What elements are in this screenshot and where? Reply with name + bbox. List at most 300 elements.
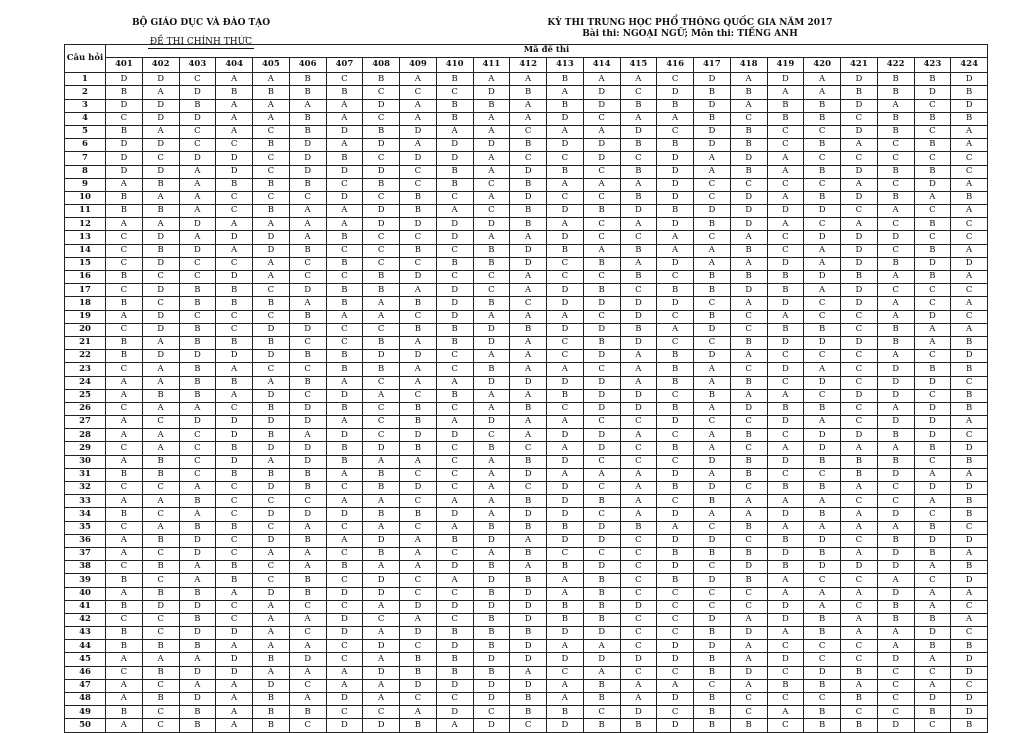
- answer-cell: B: [253, 468, 290, 481]
- answer-cell: D: [326, 627, 363, 640]
- answer-cell: A: [730, 613, 767, 626]
- answer-cell: A: [400, 455, 437, 468]
- answer-cell: D: [583, 442, 620, 455]
- answer-cell: C: [179, 139, 216, 152]
- answer-cell: A: [326, 495, 363, 508]
- answer-cell: B: [289, 482, 326, 495]
- answer-cell: B: [106, 508, 143, 521]
- answer-cell: C: [694, 231, 731, 244]
- answer-cell: C: [583, 455, 620, 468]
- answer-cell: C: [106, 363, 143, 376]
- answer-cell: B: [326, 363, 363, 376]
- answer-cell: B: [473, 613, 510, 626]
- answer-cell: B: [326, 284, 363, 297]
- answer-cell: B: [951, 640, 988, 653]
- question-number: 28: [65, 429, 106, 442]
- answer-cell: D: [106, 165, 143, 178]
- official-exam-label: ĐỀ THI CHÍNH THỨC: [149, 37, 253, 47]
- answer-cell: D: [179, 693, 216, 706]
- answer-cell: C: [620, 640, 657, 653]
- answer-cell: D: [583, 627, 620, 640]
- exam-code-419: 419: [767, 58, 804, 73]
- answer-cell: A: [436, 521, 473, 534]
- answer-cell: B: [657, 574, 694, 587]
- answer-cell: C: [326, 482, 363, 495]
- answer-cell: C: [767, 693, 804, 706]
- answer-cell: A: [877, 574, 914, 587]
- answer-cell: C: [363, 323, 400, 336]
- answer-cell: B: [142, 693, 179, 706]
- answer-cell: B: [583, 587, 620, 600]
- answer-cell: C: [106, 323, 143, 336]
- answer-cell: B: [363, 284, 400, 297]
- table-row: [65, 112, 988, 125]
- question-number: 33: [65, 495, 106, 508]
- answer-cell: D: [730, 666, 767, 679]
- answer-cell: A: [914, 600, 951, 613]
- answer-cell: A: [951, 613, 988, 626]
- answer-cell: B: [400, 416, 437, 429]
- answer-cell: B: [106, 350, 143, 363]
- answer-cell: C: [289, 495, 326, 508]
- answer-cell: A: [473, 73, 510, 86]
- table-row: [65, 534, 988, 547]
- answer-cell: B: [620, 521, 657, 534]
- answer-cell: D: [841, 297, 878, 310]
- answer-cell: B: [657, 205, 694, 218]
- answer-cell: C: [400, 231, 437, 244]
- question-number: 4: [65, 112, 106, 125]
- question-number: 47: [65, 679, 106, 692]
- answer-cell: D: [179, 112, 216, 125]
- answer-cell: D: [253, 534, 290, 547]
- table-row: [65, 416, 988, 429]
- answer-cell: A: [730, 257, 767, 270]
- answer-cell: A: [142, 336, 179, 349]
- answer-cell: B: [473, 244, 510, 257]
- answer-cell: B: [804, 99, 841, 112]
- answer-cell: C: [253, 310, 290, 323]
- answer-cell: C: [877, 482, 914, 495]
- answer-cell: B: [216, 336, 253, 349]
- answer-cell: B: [289, 244, 326, 257]
- answer-cell: C: [142, 547, 179, 560]
- answer-cell: C: [106, 231, 143, 244]
- answer-cell: D: [547, 482, 584, 495]
- answer-cell: C: [804, 640, 841, 653]
- answer-cell: A: [289, 547, 326, 560]
- answer-cell: B: [694, 86, 731, 99]
- answer-cell: D: [657, 86, 694, 99]
- table-row: [65, 561, 988, 574]
- table-row: [65, 363, 988, 376]
- answer-cell: D: [142, 600, 179, 613]
- answer-cell: A: [216, 125, 253, 138]
- answer-cell: C: [547, 257, 584, 270]
- answer-cell: D: [804, 271, 841, 284]
- answer-cell: B: [179, 521, 216, 534]
- answer-cell: B: [289, 73, 326, 86]
- answer-cell: C: [142, 613, 179, 626]
- answer-cell: A: [436, 376, 473, 389]
- answer-cell: D: [694, 455, 731, 468]
- answer-cell: D: [547, 719, 584, 732]
- answer-cell: A: [253, 666, 290, 679]
- answer-cell: C: [400, 640, 437, 653]
- answer-cell: C: [804, 350, 841, 363]
- answer-cell: B: [216, 442, 253, 455]
- answer-cell: C: [289, 257, 326, 270]
- answer-cell: C: [841, 152, 878, 165]
- answer-cell: C: [951, 679, 988, 692]
- answer-cell: C: [804, 574, 841, 587]
- answer-cell: C: [694, 600, 731, 613]
- answer-cell: C: [841, 495, 878, 508]
- table-row: [65, 468, 988, 481]
- answer-cell: A: [694, 508, 731, 521]
- answer-cell: B: [730, 719, 767, 732]
- answer-cell: C: [951, 218, 988, 231]
- answer-cell: D: [841, 244, 878, 257]
- answer-cell: A: [400, 706, 437, 719]
- answer-cell: C: [179, 442, 216, 455]
- answer-cell: A: [620, 482, 657, 495]
- answer-cell: C: [914, 297, 951, 310]
- answer-cell: D: [253, 244, 290, 257]
- answer-cell: C: [289, 719, 326, 732]
- table-row: [65, 218, 988, 231]
- answer-cell: A: [400, 363, 437, 376]
- answer-cell: A: [914, 653, 951, 666]
- table-row: [65, 679, 988, 692]
- answer-cell: A: [730, 297, 767, 310]
- answer-cell: A: [914, 336, 951, 349]
- answer-cell: A: [289, 521, 326, 534]
- answer-cell: D: [914, 627, 951, 640]
- answer-cell: D: [253, 231, 290, 244]
- answer-cell: B: [877, 125, 914, 138]
- answer-cell: C: [106, 244, 143, 257]
- answer-cell: D: [473, 336, 510, 349]
- answer-cell: D: [914, 178, 951, 191]
- answer-cell: B: [694, 666, 731, 679]
- answer-cell: D: [436, 218, 473, 231]
- answer-cell: C: [326, 600, 363, 613]
- answer-cell: D: [620, 336, 657, 349]
- answer-cell: B: [106, 336, 143, 349]
- answer-cell: D: [841, 191, 878, 204]
- answer-cell: A: [106, 429, 143, 442]
- answer-cell: A: [694, 429, 731, 442]
- answer-cell: D: [767, 336, 804, 349]
- answer-cell: B: [510, 627, 547, 640]
- answer-cell: B: [510, 86, 547, 99]
- answer-cell: A: [253, 376, 290, 389]
- answer-cell: B: [326, 455, 363, 468]
- answer-cell: C: [841, 574, 878, 587]
- answer-cell: A: [326, 666, 363, 679]
- answer-cell: A: [289, 218, 326, 231]
- answer-cell: D: [400, 271, 437, 284]
- answer-cell: B: [547, 99, 584, 112]
- answer-cell: A: [620, 429, 657, 442]
- answer-cell: D: [253, 416, 290, 429]
- answer-cell: A: [106, 218, 143, 231]
- answer-cell: D: [767, 205, 804, 218]
- answer-cell: C: [400, 574, 437, 587]
- answer-cell: A: [951, 297, 988, 310]
- answer-cell: A: [804, 86, 841, 99]
- answer-cell: D: [694, 73, 731, 86]
- answer-cell: B: [179, 297, 216, 310]
- answer-cell: B: [400, 323, 437, 336]
- answer-cell: B: [142, 205, 179, 218]
- answer-cell: C: [216, 508, 253, 521]
- answer-cell: B: [877, 165, 914, 178]
- answer-cell: A: [951, 271, 988, 284]
- answer-cell: A: [877, 442, 914, 455]
- answer-cell: C: [216, 310, 253, 323]
- answer-cell: D: [951, 482, 988, 495]
- answer-cell: B: [400, 191, 437, 204]
- answer-cell: C: [363, 257, 400, 270]
- answer-cell: A: [253, 640, 290, 653]
- answer-cell: A: [216, 99, 253, 112]
- answer-cell: A: [914, 587, 951, 600]
- answer-cell: A: [326, 468, 363, 481]
- exam-code-405: 405: [253, 58, 290, 73]
- exam-code-413: 413: [547, 58, 584, 73]
- answer-cell: C: [804, 297, 841, 310]
- answer-cell: A: [547, 587, 584, 600]
- answer-cell: D: [583, 402, 620, 415]
- answer-cell: C: [694, 416, 731, 429]
- answer-cell: B: [142, 561, 179, 574]
- answer-cell: C: [363, 86, 400, 99]
- answer-cell: B: [767, 679, 804, 692]
- answer-cell: C: [841, 706, 878, 719]
- exam-code-418: 418: [730, 58, 767, 73]
- answer-cell: C: [436, 482, 473, 495]
- answer-cell: B: [730, 521, 767, 534]
- table-row: [65, 86, 988, 99]
- answer-cell: C: [767, 666, 804, 679]
- answer-cell: C: [914, 719, 951, 732]
- answer-cell: B: [363, 271, 400, 284]
- answer-cell: B: [694, 547, 731, 560]
- answer-cell: C: [914, 666, 951, 679]
- table-row: [65, 165, 988, 178]
- answer-cell: A: [804, 363, 841, 376]
- answer-cell: C: [473, 271, 510, 284]
- question-number: 12: [65, 218, 106, 231]
- answer-cell: B: [510, 455, 547, 468]
- answer-cell: A: [547, 640, 584, 653]
- question-number: 37: [65, 547, 106, 560]
- answer-cell: B: [730, 429, 767, 442]
- answer-cell: D: [216, 350, 253, 363]
- answer-cell: D: [767, 455, 804, 468]
- answer-cell: B: [767, 323, 804, 336]
- answer-cell: A: [216, 389, 253, 402]
- answer-cell: C: [767, 231, 804, 244]
- answer-cell: A: [106, 587, 143, 600]
- answer-cell: B: [620, 719, 657, 732]
- answer-cell: B: [289, 376, 326, 389]
- answer-cell: C: [914, 574, 951, 587]
- answer-cell: C: [106, 284, 143, 297]
- answer-cell: C: [620, 561, 657, 574]
- answer-cell: A: [620, 73, 657, 86]
- answer-cell: D: [914, 402, 951, 415]
- answer-cell: B: [694, 112, 731, 125]
- table-row: [65, 547, 988, 560]
- answer-cell: C: [620, 455, 657, 468]
- answer-cell: A: [253, 218, 290, 231]
- answer-cell: B: [510, 547, 547, 560]
- question-number: 48: [65, 693, 106, 706]
- question-number: 24: [65, 376, 106, 389]
- answer-cell: B: [547, 389, 584, 402]
- answer-cell: B: [473, 257, 510, 270]
- answer-cell: B: [657, 350, 694, 363]
- answer-cell: A: [510, 534, 547, 547]
- answer-cell: A: [547, 178, 584, 191]
- answer-cell: C: [914, 125, 951, 138]
- answer-cell: B: [106, 600, 143, 613]
- answer-cell: A: [142, 125, 179, 138]
- answer-cell: D: [620, 706, 657, 719]
- answer-cell: A: [877, 640, 914, 653]
- answer-cell: D: [547, 653, 584, 666]
- answer-cell: B: [914, 521, 951, 534]
- answer-cell: C: [326, 547, 363, 560]
- answer-cell: D: [363, 666, 400, 679]
- answer-cell: A: [142, 402, 179, 415]
- answer-cell: A: [730, 99, 767, 112]
- answer-cell: C: [547, 666, 584, 679]
- answer-cell: C: [510, 297, 547, 310]
- answer-cell: A: [106, 719, 143, 732]
- answer-cell: A: [363, 653, 400, 666]
- answer-cell: D: [436, 284, 473, 297]
- question-number: 8: [65, 165, 106, 178]
- answer-cell: D: [179, 547, 216, 560]
- answer-cell: C: [289, 679, 326, 692]
- answer-cell: C: [326, 574, 363, 587]
- answer-cell: B: [510, 178, 547, 191]
- answer-cell: C: [179, 310, 216, 323]
- answer-cell: A: [400, 561, 437, 574]
- answer-cell: C: [914, 455, 951, 468]
- answer-cell: A: [363, 521, 400, 534]
- answer-cell: C: [730, 323, 767, 336]
- answer-cell: D: [547, 627, 584, 640]
- answer-cell: D: [510, 257, 547, 270]
- answer-cell: C: [436, 613, 473, 626]
- answer-cell: D: [473, 600, 510, 613]
- answer-cell: B: [694, 706, 731, 719]
- answer-cell: D: [951, 653, 988, 666]
- answer-cell: D: [914, 429, 951, 442]
- answer-cell: D: [400, 125, 437, 138]
- answer-cell: B: [106, 706, 143, 719]
- answer-cell: A: [767, 442, 804, 455]
- answer-cell: C: [620, 231, 657, 244]
- answer-cell: B: [106, 271, 143, 284]
- answer-cell: B: [730, 376, 767, 389]
- answer-cell: C: [657, 587, 694, 600]
- answer-cell: D: [289, 323, 326, 336]
- answer-cell: B: [436, 627, 473, 640]
- answer-cell: B: [804, 706, 841, 719]
- answer-table: [64, 44, 988, 733]
- answer-cell: D: [694, 99, 731, 112]
- answer-cell: A: [106, 547, 143, 560]
- question-number: 39: [65, 574, 106, 587]
- answer-cell: B: [253, 719, 290, 732]
- answer-cell: D: [767, 363, 804, 376]
- answer-cell: D: [951, 350, 988, 363]
- answer-cell: D: [767, 257, 804, 270]
- answer-cell: A: [289, 429, 326, 442]
- answer-cell: A: [179, 679, 216, 692]
- answer-cell: C: [583, 547, 620, 560]
- answer-cell: D: [914, 482, 951, 495]
- answer-cell: D: [804, 376, 841, 389]
- answer-cell: A: [841, 627, 878, 640]
- question-number: 13: [65, 231, 106, 244]
- answer-cell: B: [289, 468, 326, 481]
- answer-cell: B: [547, 521, 584, 534]
- answer-cell: A: [620, 495, 657, 508]
- answer-cell: D: [510, 191, 547, 204]
- answer-cell: B: [179, 719, 216, 732]
- answer-cell: C: [694, 521, 731, 534]
- answer-cell: A: [253, 455, 290, 468]
- answer-cell: A: [804, 587, 841, 600]
- answer-cell: B: [730, 455, 767, 468]
- answer-cell: D: [510, 508, 547, 521]
- answer-cell: D: [730, 402, 767, 415]
- answer-cell: C: [142, 508, 179, 521]
- answer-cell: A: [216, 112, 253, 125]
- question-number: 25: [65, 389, 106, 402]
- answer-cell: A: [473, 455, 510, 468]
- answer-cell: C: [400, 178, 437, 191]
- answer-cell: C: [841, 653, 878, 666]
- answer-cell: D: [363, 165, 400, 178]
- exam-code-417: 417: [694, 58, 731, 73]
- answer-cell: D: [436, 508, 473, 521]
- answer-cell: C: [363, 231, 400, 244]
- question-number: 38: [65, 561, 106, 574]
- answer-cell: D: [436, 600, 473, 613]
- answer-cell: C: [804, 693, 841, 706]
- answer-cell: A: [767, 706, 804, 719]
- exam-code-402: 402: [142, 58, 179, 73]
- answer-cell: D: [142, 284, 179, 297]
- question-number: 11: [65, 205, 106, 218]
- answer-cell: B: [216, 521, 253, 534]
- answer-cell: C: [400, 468, 437, 481]
- answer-cell: D: [877, 363, 914, 376]
- answer-cell: B: [363, 363, 400, 376]
- answer-cell: D: [326, 125, 363, 138]
- answer-cell: C: [877, 706, 914, 719]
- answer-cell: A: [142, 376, 179, 389]
- answer-cell: C: [363, 416, 400, 429]
